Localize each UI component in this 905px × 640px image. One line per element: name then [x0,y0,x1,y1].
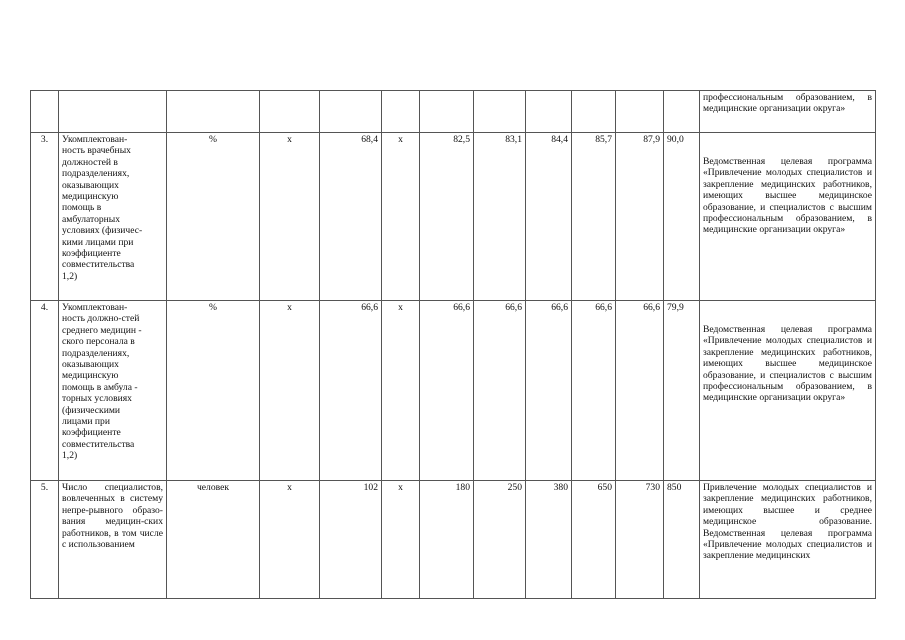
row-number: 4. [31,301,59,481]
value-cell: 650 [572,481,616,599]
spacer [703,302,872,324]
value-cell: 90,0 [664,133,700,301]
row-number: 3. [31,133,59,301]
value-cell: х [382,133,420,301]
program-text: Ведомственная целевая программа «Привлечение молодых специалистов и закрепление медицинских работников, имеющих высшее медицинское образование, и специалистов с высшим профессиональным образованием, в медицинские организации округа» [703,156,872,236]
value-cell [260,91,320,133]
unit-cell: человек [167,481,260,599]
value-cell: х [260,133,320,301]
value-cell: 82,5 [420,133,474,301]
table-row [31,91,876,133]
value-cell: 66,6 [616,301,664,481]
value-cell: 380 [526,481,572,599]
value-cell: 85,7 [572,133,616,301]
value-cell: 66,6 [474,301,526,481]
value-cell: 79,9 [664,301,700,481]
value-cell: 66,6 [526,301,572,481]
program-cell [700,133,876,301]
value-cell [664,91,700,133]
value-cell [382,91,420,133]
value-cell: 83,1 [474,133,526,301]
table-row [31,301,876,481]
value-cell: 68,4 [320,133,382,301]
value-cell: 66,6 [572,301,616,481]
indicators-table [30,90,876,599]
value-cell: 180 [420,481,474,599]
indicator-cell: Укомплектован- ность должно-стей среднего медицин - ского персонала в подразделениях, оказывающих медицинскую помощь в амбула - торных условиях (физическими лицами при коэффициенте совместительства 1,2) [59,301,167,481]
row-number: 5. [31,481,59,599]
value-cell: х [260,301,320,481]
table-row [31,133,876,301]
unit-cell: % [167,301,260,481]
value-cell: х [382,301,420,481]
program-text: Привлечение молодых специалистов и закрепление медицинских работников, имеющих высшее и среднее медицинское образование. Ведомственная целевая программа «Привлечение молодых специалистов и закрепление медицинских [703,482,872,562]
indicator-cell [59,91,167,133]
value-cell: 850 [664,481,700,599]
value-cell: 66,6 [320,301,382,481]
value-cell: 102 [320,481,382,599]
program-cell [700,301,876,481]
program-cell [700,481,876,599]
value-cell [320,91,382,133]
program-text: Ведомственная целевая программа «Привлечение молодых специалистов и закрепление медицинских работников, имеющих высшее медицинское образование, и специалистов с высшим профессиональным образованием, в медицинские организации округа» [703,324,872,404]
unit-cell [167,91,260,133]
value-cell: 730 [616,481,664,599]
value-cell: 250 [474,481,526,599]
value-cell [420,91,474,133]
row-number [31,91,59,133]
value-cell: х [382,481,420,599]
value-cell [572,91,616,133]
value-cell: 84,4 [526,133,572,301]
value-cell [474,91,526,133]
table-row [31,481,876,599]
program-text: профессиональным образованием, в медицинские организации округа» [703,92,872,115]
value-cell: х [260,481,320,599]
indicator-cell: Число специалистов, вовлеченных в систему непре-рывного образо-вания медицин-ских работников, в том числе с использованием [59,481,167,599]
value-cell: 66,6 [420,301,474,481]
spacer [703,134,872,156]
value-cell [526,91,572,133]
value-cell [616,91,664,133]
indicator-cell: Укомплектован- ность врачебных должностей в подразделениях, оказывающих медицинскую помощь в амбулаторных условиях (физичес- кими лицами при коэффициенте совместительства 1,2) [59,133,167,301]
program-cell [700,91,876,133]
unit-cell: % [167,133,260,301]
value-cell: 87,9 [616,133,664,301]
